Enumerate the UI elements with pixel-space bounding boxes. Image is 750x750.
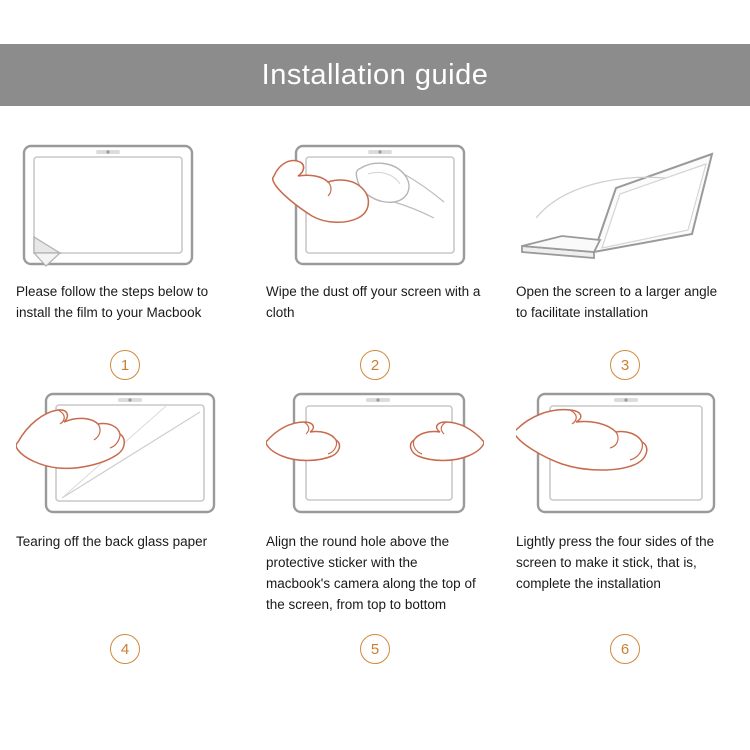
page-title: Installation guide: [261, 58, 489, 91]
step-caption-6: Lightly press the four sides of the screen to make it stick, that is, complete the installation: [516, 534, 715, 591]
step-number-4: 4: [110, 634, 140, 664]
steps-grid: [0, 130, 750, 664]
step-badge-1: [16, 350, 234, 380]
step-badge-2: [266, 350, 484, 380]
illustration-hand-pressing-film-edges-on-screen: [516, 390, 734, 518]
step-number-2: 2: [360, 350, 390, 380]
illustration-laptop-screen-with-peeling-film-corner: [16, 140, 234, 268]
step-card-6: [500, 380, 750, 664]
illustration-hand-peeling-back-paper-from-film: [16, 390, 234, 518]
step-badge-3: [516, 350, 734, 380]
step-card-4: [0, 380, 250, 664]
step-badge-6: [516, 634, 734, 664]
step-caption-3: Open the screen to a larger angle to facilitate installation: [516, 284, 718, 320]
step-caption-5: Align the round hole above the protective sticker with the macbook's camera along the top of the screen, from top to bottom: [266, 534, 476, 612]
illustration-two-hands-aligning-film-on-screen: [266, 390, 484, 518]
step-number-1: 1: [110, 350, 140, 380]
step-number-6: 6: [610, 634, 640, 664]
step-caption-1: Please follow the steps below to install the film to your Macbook: [16, 284, 209, 320]
illustration-hand-wiping-screen-with-cloth: [266, 140, 484, 268]
step-badge-5: [266, 634, 484, 664]
step-card-2: [250, 130, 500, 380]
illustration-laptop-opened-to-wide-angle: [516, 140, 734, 268]
step-caption-4: Tearing off the back glass paper: [16, 534, 208, 549]
step-badge-4: [16, 634, 234, 664]
step-card-3: [500, 130, 750, 380]
step-number-5: 5: [360, 634, 390, 664]
step-number-3: 3: [610, 350, 640, 380]
step-card-1: [0, 130, 250, 380]
step-card-5: [250, 380, 500, 664]
header-banner: [0, 44, 750, 106]
step-caption-2: Wipe the dust off your screen with a cloth: [266, 284, 481, 320]
